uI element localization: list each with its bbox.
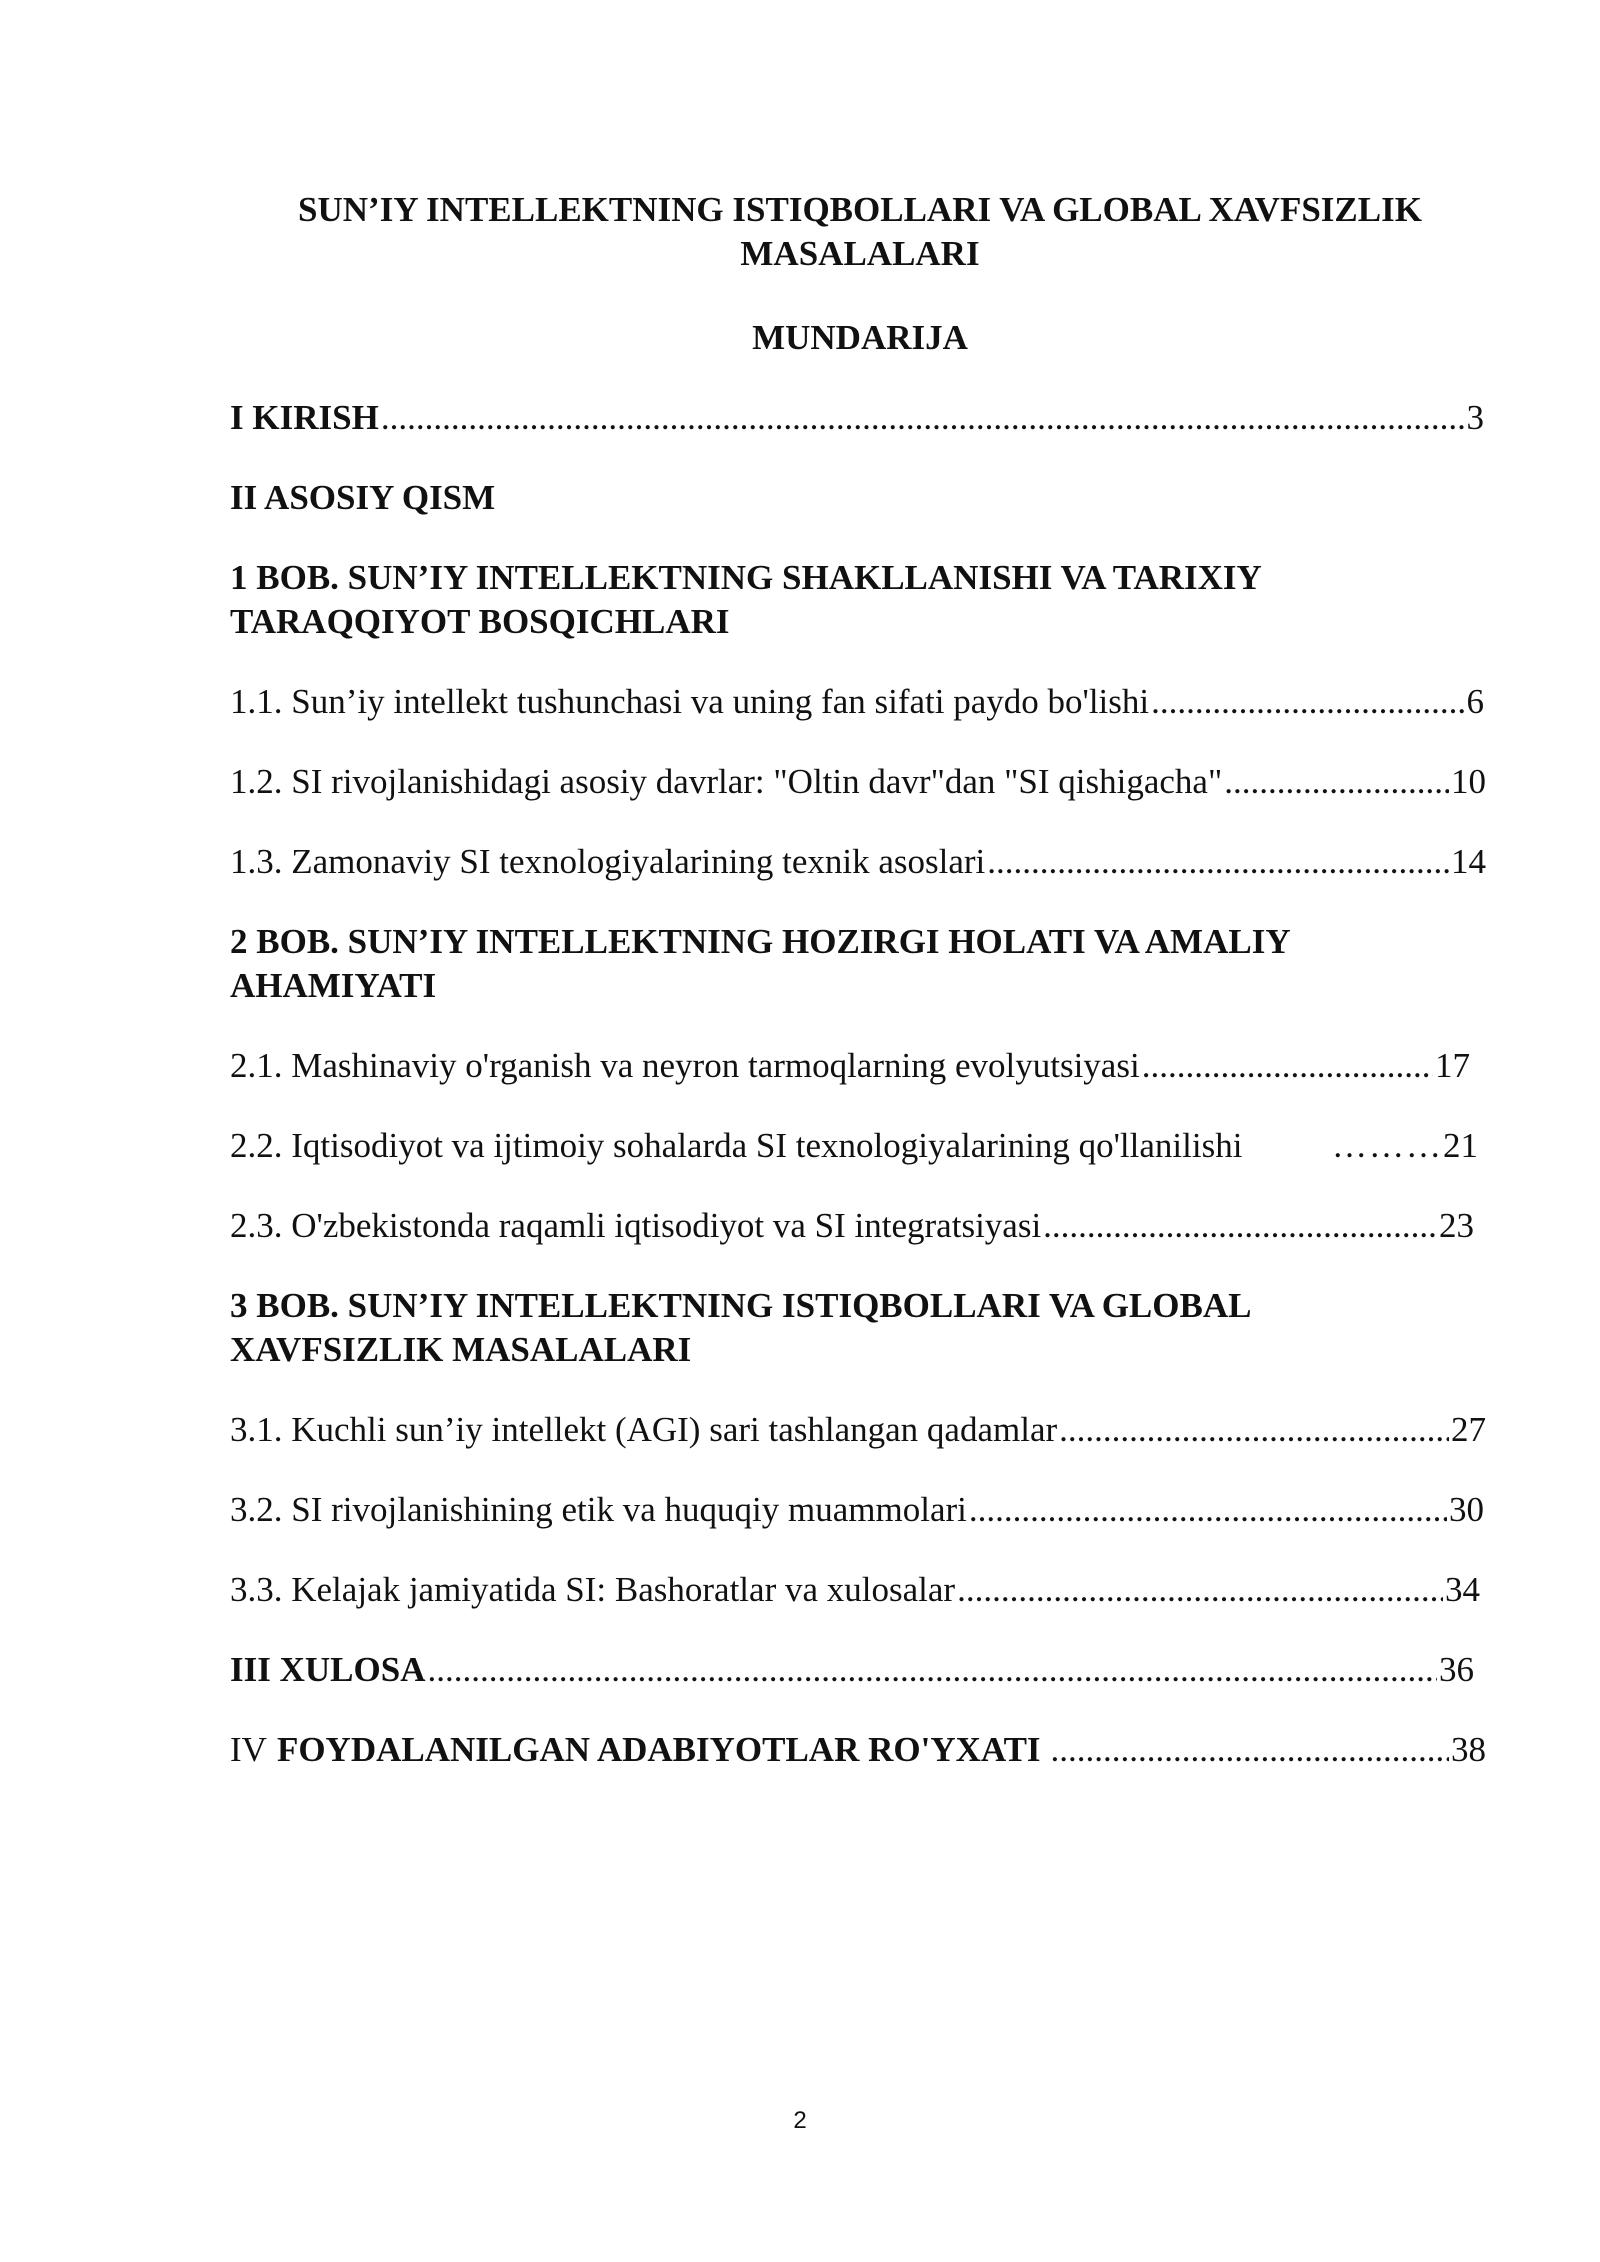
toc-entry-prefix: IV — [230, 1730, 267, 1769]
toc-page-number: 23 — [1439, 1206, 1474, 1245]
toc-chapter-3[interactable] — [230, 1284, 1492, 1372]
toc-entry-3-1[interactable] — [230, 1408, 1486, 1452]
toc-page-number: 14 — [1451, 842, 1486, 881]
toc-leader-dots — [1224, 760, 1449, 804]
toc-entry-label: I KIRISH — [230, 398, 379, 437]
document-title-line-2: MASALALARI — [740, 234, 980, 273]
toc-page-number: 3 — [1466, 398, 1484, 437]
toc-leader-dots — [1142, 1044, 1433, 1088]
toc-entry-label: 3.3. Kelajak jamiyatida SI: Bashoratlar va xulosalar — [230, 1570, 956, 1609]
toc-entry-label: 2.2. Iqtisodiyot va ijtimoiy sohalarda SI texnologiyalarining qo'llanilishi — [230, 1126, 1243, 1165]
toc-entry-label: 2.1. Mashinaviy o'rganish va neyron tarmoqlarning evolyutsiyasi — [230, 1046, 1140, 1085]
toc-chapter-2[interactable] — [230, 920, 1492, 1008]
toc-entry-label: 1.3. Zamonaviy SI texnologiyalarining texnik asoslari — [230, 842, 986, 881]
toc-page-number: 36 — [1439, 1650, 1474, 1689]
toc-entry-2-3[interactable] — [230, 1204, 1474, 1248]
toc-entry-label: 3.1. Kuchli sun’iy intellekt (AGI) sari tashlangan qadamlar — [230, 1410, 1058, 1449]
toc-leader-ellipsis: ……… — [1332, 1126, 1443, 1165]
toc-chapter-1[interactable] — [230, 556, 1492, 644]
page-number: 2 — [793, 2107, 807, 2134]
document-title — [230, 188, 1490, 276]
toc-entry-label: FOYDALANILGAN ADABIYOTLAR RO'YXATI — [276, 1730, 1041, 1769]
toc-chapter-1-line-2: TARAQQIYOT BOSQICHLARI — [230, 602, 730, 641]
toc-entry-label: III XULOSA — [230, 1650, 426, 1689]
toc-leader-dots — [1051, 1728, 1449, 1772]
toc-page-number: 21 — [1443, 1126, 1478, 1165]
toc-page-number: 6 — [1466, 682, 1484, 721]
toc-leader-dots — [381, 396, 1465, 440]
toc-entry-kirish[interactable] — [230, 396, 1484, 440]
toc-page-number: 38 — [1451, 1730, 1486, 1769]
toc-entry-3-3[interactable] — [230, 1568, 1480, 1612]
toc-entry-adabiyotlar[interactable] — [230, 1728, 1486, 1772]
toc-chapter-2-line-2: AHAMIYATI — [230, 966, 437, 1005]
toc-chapter-3-line-1: 3 BOB. SUN’IY INTELLEKTNING ISTIQBOLLARI VA GLOBAL — [230, 1286, 1252, 1325]
toc-entry-label: 2.3. O'zbekistonda raqamli iqtisodiyot va SI integratsiyasi — [230, 1206, 1042, 1245]
toc-leader-dots — [427, 1648, 1437, 1692]
toc-leader-dots — [987, 840, 1449, 884]
document-title-line-1: SUN’IY INTELLEKTNING ISTIQBOLLARI VA GLOBAL XAVFSIZLIK — [298, 190, 1422, 229]
toc-entry-3-2[interactable] — [230, 1488, 1484, 1532]
toc-entry-2-1[interactable] — [230, 1044, 1470, 1088]
toc-page-number: 27 — [1451, 1410, 1486, 1449]
toc-entry-label: 1.1. Sun’iy intellekt tushunchasi va uning fan sifati paydo bo'lishi — [230, 682, 1150, 721]
toc-page-number: 17 — [1435, 1046, 1470, 1085]
toc-section-asosiy-qism[interactable]: II ASOSIY QISM — [230, 478, 496, 517]
toc-leader-dots — [1043, 1204, 1437, 1248]
toc-entry-2-2[interactable] — [230, 1124, 1478, 1168]
toc-leader-dots — [1059, 1408, 1449, 1452]
toc-entry-label: 1.2. SI rivojlanishidagi asosiy davrlar: "Oltin davr"dan "SI qishigacha" — [230, 762, 1223, 801]
toc-chapter-1-line-1: 1 BOB. SUN’IY INTELLEKTNING SHAKLLANISHI VA TARIXIY — [230, 558, 1262, 597]
toc-entry-1-2[interactable] — [230, 760, 1486, 804]
toc-entry-label: 3.2. SI rivojlanishining etik va huquqiy muammolari — [230, 1490, 967, 1529]
toc-page-number: 30 — [1449, 1490, 1484, 1529]
toc-entry-xulosa[interactable] — [230, 1648, 1474, 1692]
toc-page-number: 34 — [1445, 1570, 1480, 1609]
toc-leader-dots — [957, 1568, 1443, 1612]
toc-chapter-3-line-2: XAVFSIZLIK MASALALARI — [230, 1330, 692, 1369]
toc-entry-1-1[interactable] — [230, 680, 1484, 724]
toc-entry-1-3[interactable] — [230, 840, 1486, 884]
toc-chapter-2-line-1: 2 BOB. SUN’IY INTELLEKTNING HOZIRGI HOLATI VA AMALIY — [230, 922, 1291, 961]
toc-leader-dots — [1151, 680, 1464, 724]
toc-page-number: 10 — [1451, 762, 1486, 801]
toc-heading: MUNDARIJA — [752, 318, 968, 357]
toc-leader-dots — [969, 1488, 1447, 1532]
